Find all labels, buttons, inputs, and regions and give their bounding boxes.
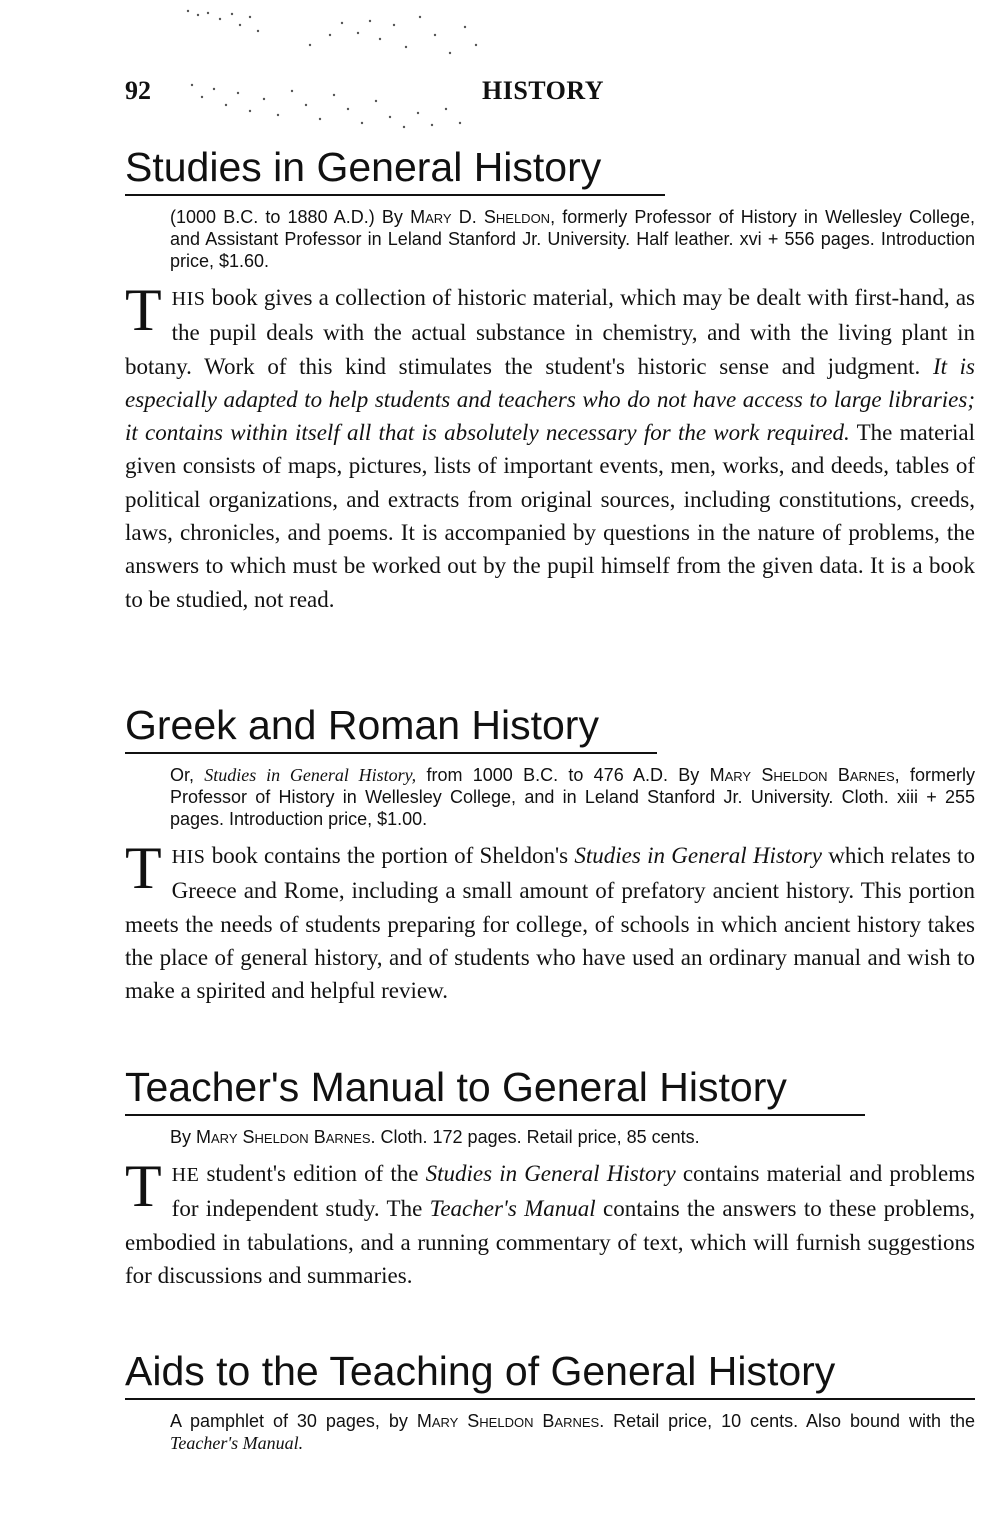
- entry-title: Aids to the Teaching of General History: [125, 1348, 836, 1394]
- author-name: Mary Sheldon Barnes: [709, 765, 895, 785]
- entry-description: THIS book gives a collection of historic material, which may be dealt with first-hand, as the pupil deals with the actual substance in chemistry, and with the living plant in botany. Work of this kind stimulates the student's historic sense and judgment. It is especially adapted to help students and teachers who do not have access to large libraries; it contains within itself all that is absolutely necessary for the work required. The material given consists of maps, pictures, lists of important events, men, works, and deeds, tables of political organizations, and extracts from original sources, including constitutions, creeds, laws, chronicles, and poems. It is accompanied by questions in the nature of problems, the answers to which must be worked out by the pupil himself from the given data. It is a book to be studied, not read.: [125, 277, 976, 612]
- drop-cap: T: [125, 1153, 162, 1219]
- title-rule: [125, 1114, 865, 1116]
- author-name: Mary D. Sheldon: [410, 207, 551, 227]
- drop-cap: T: [125, 835, 162, 901]
- title-rule: [125, 752, 657, 754]
- title-rule: [125, 1398, 975, 1400]
- entry-details: By Mary Sheldon Barnes. Cloth. 172 pages. Retail price, 85 cents.: [170, 1127, 700, 1147]
- entry-description: THE student's edition of the Studies in General History contains material and problems for independent study. The Teacher's Manual contains the answers to these problems, embodied in tabulations, and a running commentary of text, which will furnish suggestions for discussions and summaries.: [125, 1153, 975, 1288]
- emphasis-text: It is especially adapted to help students and teachers who do not have access to large libraries; it contains within itself all that is absolutely necessary for the work required.: [125, 353, 976, 446]
- drop-cap: T: [125, 277, 162, 343]
- author-name: Mary Sheldon Barnes: [416, 1411, 600, 1431]
- entry-details: (1000 B.C. to 1880 A.D.) By Mary D. Sheldon, formerly Professor of History in Wellesley College, and Assistant Professor in Leland Stanford Jr. University. Half leather. xvi + 556 pages. Introduction price, $1.60.: [170, 207, 975, 271]
- entry-title: Teacher's Manual to General History: [125, 1064, 787, 1110]
- running-head: HISTORY: [482, 76, 605, 105]
- scan-speckle-decoration: [180, 5, 510, 135]
- entry-details: A pamphlet of 30 pages, by Mary Sheldon Barnes. Retail price, 10 cents. Also bound with the Teacher's Manual.: [170, 1411, 975, 1453]
- entry-title: Greek and Roman History: [125, 702, 599, 748]
- emphasis-text: Studies in General History: [574, 843, 822, 868]
- entry-details: Or, Studies in General History, from 1000 B.C. to 476 A.D. By Mary Sheldon Barnes, formerly Professor of History in Wellesley College, and in Leland Stanford Jr. University. Cloth. xiii + 255 pages. Introduction price, $1.00.: [170, 765, 975, 829]
- book-entry-studies-general-history: [125, 142, 975, 616]
- entry-title: Studies in General History: [125, 144, 602, 190]
- entry-description: THIS book contains the portion of Sheldon's Studies in General History which relates to Greece and Rome, including a small amount of prefatory ancient history. This portion meets the needs of students preparing for college, of schools in which ancient history takes the place of general history, and of students who have used an ordinary manual and wish to make a spirited and helpful review.: [125, 835, 975, 1004]
- page-header: [125, 76, 625, 112]
- book-entry-aids-teaching: [125, 1346, 975, 1454]
- book-entry-teachers-manual: [125, 1062, 975, 1292]
- page-number: 92: [125, 76, 151, 105]
- title-rule: [125, 194, 665, 196]
- book-entry-greek-roman-history: [125, 700, 975, 1007]
- emphasis-text: Studies in General History: [425, 1161, 676, 1186]
- author-name: Mary Sheldon Barnes: [196, 1127, 371, 1147]
- emphasis-text: Teacher's Manual: [429, 1196, 596, 1222]
